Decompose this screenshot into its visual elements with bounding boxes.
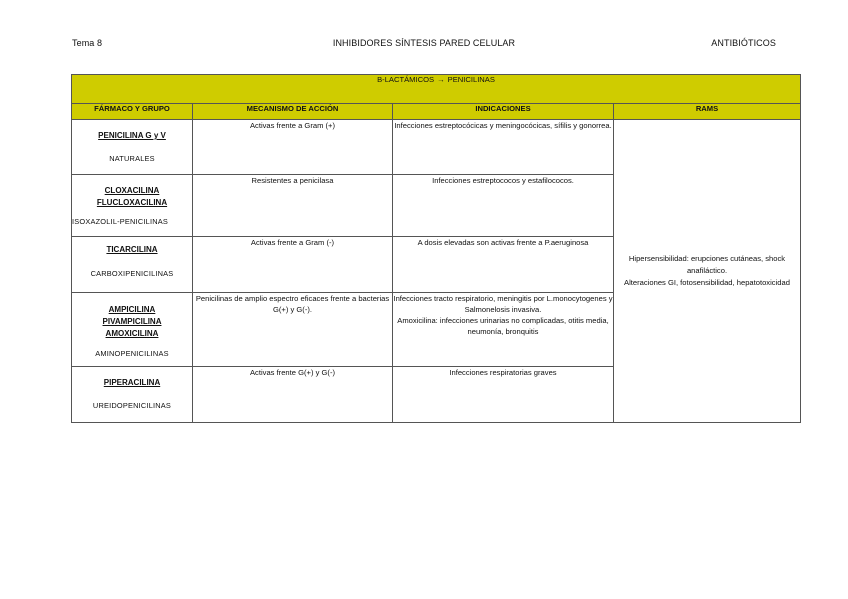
header-section-title: INHIBIDORES SÍNTESIS PARED CELULAR	[332, 38, 516, 48]
indications-cell: A dosis elevadas son activas frente a P.aeruginosa	[393, 237, 614, 293]
drug-cell	[72, 367, 193, 423]
indications-cell: Infecciones tracto respiratorio, meningitis por L.monocytogenes y Salmonelosis invasiva. Amoxicilina: infecciones urinarias no complicadas, otitis media, neumonía, bronquitis	[393, 293, 614, 367]
column-header-rams: RAMS	[614, 104, 801, 120]
indications-cell: Infecciones respiratorias graves	[393, 367, 614, 423]
drug-cell	[72, 293, 193, 367]
penicillins-table	[71, 74, 801, 423]
drug-names: AMPICILINA PIVAMPICILINA AMOXICILINA	[102, 305, 162, 338]
column-header-row	[72, 104, 801, 120]
column-header-drug: FÁRMACO Y GRUPO	[72, 104, 193, 120]
indications-cell: Infecciones estreptocócicas y meningocócicas, sífilis y gonorrea.	[393, 120, 614, 175]
drug-group: AMINOPENICILINAS	[95, 349, 169, 358]
drug-group: CARBOXIPENICILINAS	[90, 269, 174, 278]
drug-group: UREIDOPENICILINAS	[92, 401, 172, 410]
drug-cell	[72, 175, 193, 237]
title-left: B-LACTÁMICOS	[377, 75, 435, 84]
mechanism-cell: Activas frente a Gram (+)	[193, 120, 393, 175]
drug-names: CLOXACILINA FLUCLOXACILINA	[96, 186, 168, 207]
header-topic: Tema 8	[72, 38, 103, 48]
table-title	[72, 75, 801, 104]
header-subject: ANTIBIÓTICOS	[711, 38, 776, 48]
column-header-mechanism: MECANISMO DE ACCIÓN	[193, 104, 393, 120]
drug-group: NATURALES	[109, 154, 155, 163]
mechanism-cell: Activas frente a Gram (-)	[193, 237, 393, 293]
drug-cell	[72, 120, 193, 175]
column-header-indications: INDICACIONES	[393, 104, 614, 120]
drug-names: TICARCILINA	[106, 245, 158, 254]
drug-names: PIPERACILINA	[103, 378, 161, 387]
mechanism-cell: Penicilinas de amplio espectro eficaces frente a bacterias G(+) y G(-).	[193, 293, 393, 367]
drug-names: PENICILINA G y V	[98, 131, 166, 140]
table-title-row	[72, 75, 801, 104]
indications-cell: Infecciones estreptococos y estafilococos.	[393, 175, 614, 237]
mechanism-cell: Activas frente G(+) y G(-)	[193, 367, 393, 423]
arrow-right-icon: →	[437, 75, 445, 84]
drug-group: ISOXAZOLIL-PENICILINAS	[72, 217, 168, 226]
drug-cell	[72, 237, 193, 293]
table-row	[72, 120, 801, 175]
title-right: PENICILINAS	[447, 75, 495, 84]
rams-cell: Hipersensibilidad: erupciones cutáneas, shock anafiláctico. Alteraciones GI, fotosensibilidad, hepatotoxicidad	[614, 120, 801, 423]
mechanism-cell: Resistentes a penicilasa	[193, 175, 393, 237]
